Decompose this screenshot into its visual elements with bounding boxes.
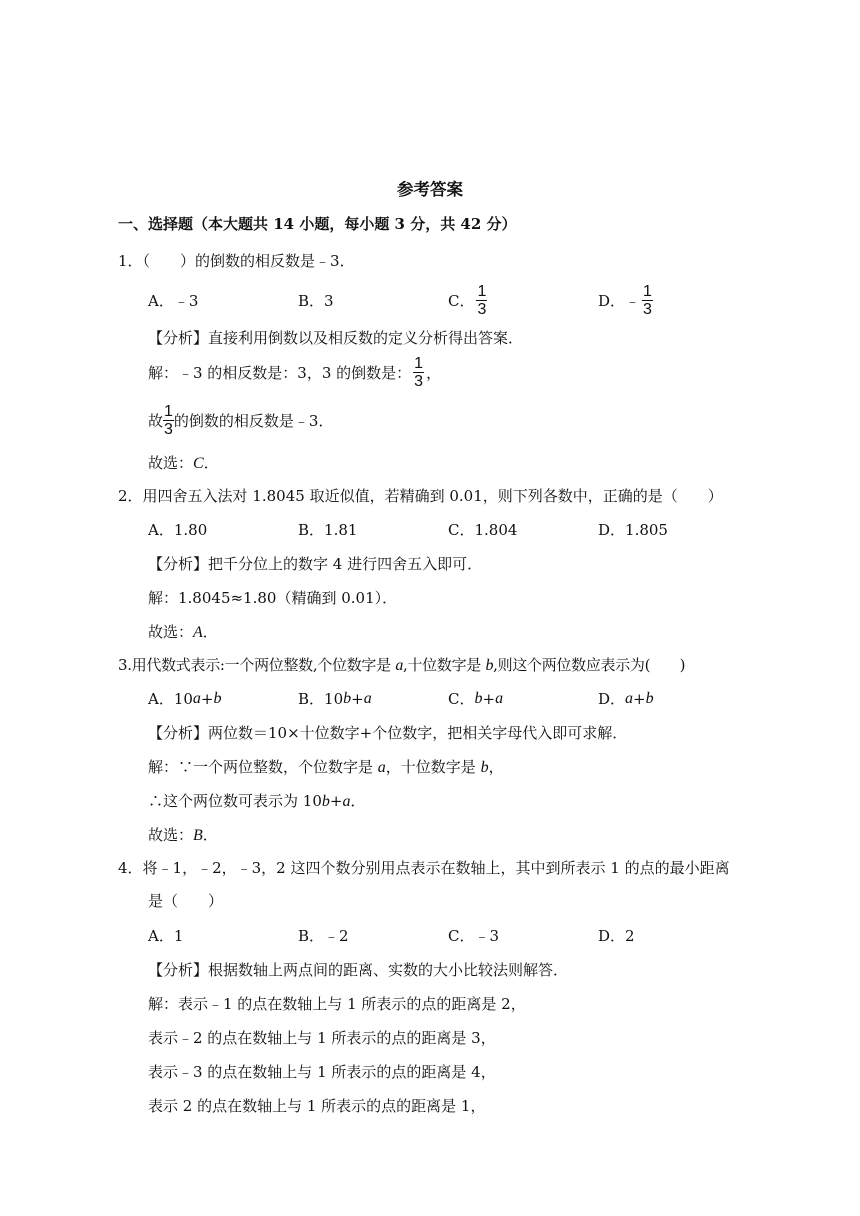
q2-option-c: C．1.804 — [448, 521, 518, 539]
section-heading: 一、选择题（本大题共 14 小题，每小题 3 分，共 42 分） — [118, 215, 517, 233]
q2-option-d: D．1.805 — [598, 521, 668, 539]
q3-answer: 故选：B． — [148, 826, 218, 844]
q3-solution-line1: 解：∵一个两位整数，个位数字是 a，十位数字是 b， — [148, 758, 504, 776]
q1-option-b: B．3 — [298, 292, 334, 310]
q3-options — [148, 688, 748, 709]
q3-stem: 3.用代数式表示:一个两位整数,个位数字是 a,十位数字是 b,则这个两位数应表示为( ) — [118, 656, 686, 674]
q3-option-b: B．10 b + a — [298, 689, 372, 708]
q2-analysis: 【分析】把千分位上的数字 4 进行四舍五入即可． — [148, 555, 483, 573]
q2-option-b: B．1.81 — [298, 521, 358, 539]
q4-solution-line: 表示﹣3 的点在数轴上与 1 所表示的点的距离是 4， — [148, 1063, 496, 1081]
q4-option-a: A．1 — [148, 927, 184, 945]
q4-stem-line1: 4．将﹣1，﹣2，﹣3，2 这四个数分别用点表示在数轴上，其中到所表示 1 的点的最小距离 — [118, 859, 730, 877]
q2-stem: 2．用四舍五入法对 1.8045 取近似值，若精确到 0.01，则下列各数中，正确的是（ ） — [118, 487, 723, 505]
q3-analysis: 【分析】两位数＝10×十位数字+个位数字，把相关字母代入即可求解． — [148, 724, 628, 742]
q4-option-b: B．﹣2 — [298, 927, 349, 945]
q4-solution-line: 表示﹣2 的点在数轴上与 1 所表示的点的距离是 3， — [148, 1029, 496, 1047]
page-title: 参考答案 — [397, 180, 463, 199]
fraction-one-third: $\frac{1}{3}$ — [643, 283, 652, 318]
q2-answer: 故选：A． — [148, 623, 218, 641]
q3-option-d: D． a + b — [598, 689, 654, 708]
q1-analysis: 【分析】直接利用倒数以及相反数的定义分析得出答案． — [148, 329, 524, 347]
q3-solution-line2: ∴这个两位数可表示为 10b+a． — [148, 792, 366, 810]
fraction-one-third: $\frac{1}{3}$ — [164, 403, 173, 438]
q1-options — [148, 284, 748, 317]
q1-option-a: A．﹣3 — [148, 292, 199, 310]
q3-option-c: C． b + a — [448, 689, 504, 708]
q1-answer: 故选：C． — [148, 454, 219, 472]
q1-solution-line2: 故 $\frac{1}{3}$ 的倒数的相反数是﹣3． — [148, 403, 334, 438]
q3-option-a: A．10 a + b — [148, 689, 222, 708]
q4-analysis: 【分析】根据数轴上两点间的距离、实数的大小比较法则解答． — [148, 961, 569, 979]
q4-option-c: C．﹣3 — [448, 927, 500, 945]
q2-option-a: A．1.80 — [148, 521, 208, 539]
q4-solution-line: 解：表示﹣1 的点在数轴上与 1 所表示的点的距离是 2， — [148, 995, 526, 1013]
q4-stem-line2: 是（ ） — [148, 892, 224, 910]
q2-options — [148, 519, 748, 540]
q1-option-c: C． $\frac{1}{3}$ — [448, 283, 487, 318]
fraction-one-third: $\frac{1}{3}$ — [414, 355, 424, 390]
q1-option-d: D．﹣ $\frac{1}{3}$ — [598, 283, 652, 318]
q1-stem: 1．（ ）的倒数的相反数是﹣3． — [118, 252, 355, 270]
q2-solution: 解：1.8045≈1.80（精确到 0.01）． — [148, 589, 398, 607]
fraction-one-third: $\frac{1}{3}$ — [477, 283, 487, 318]
q1-solution-line1: 解：﹣3 的相反数是：3，3 的倒数是： $\frac{1}{3}$ ， — [148, 355, 442, 390]
q4-options — [148, 925, 748, 946]
q4-solution-line: 表示 2 的点在数轴上与 1 所表示的点的距离是 1， — [148, 1097, 486, 1115]
q4-option-d: D．2 — [598, 927, 635, 945]
